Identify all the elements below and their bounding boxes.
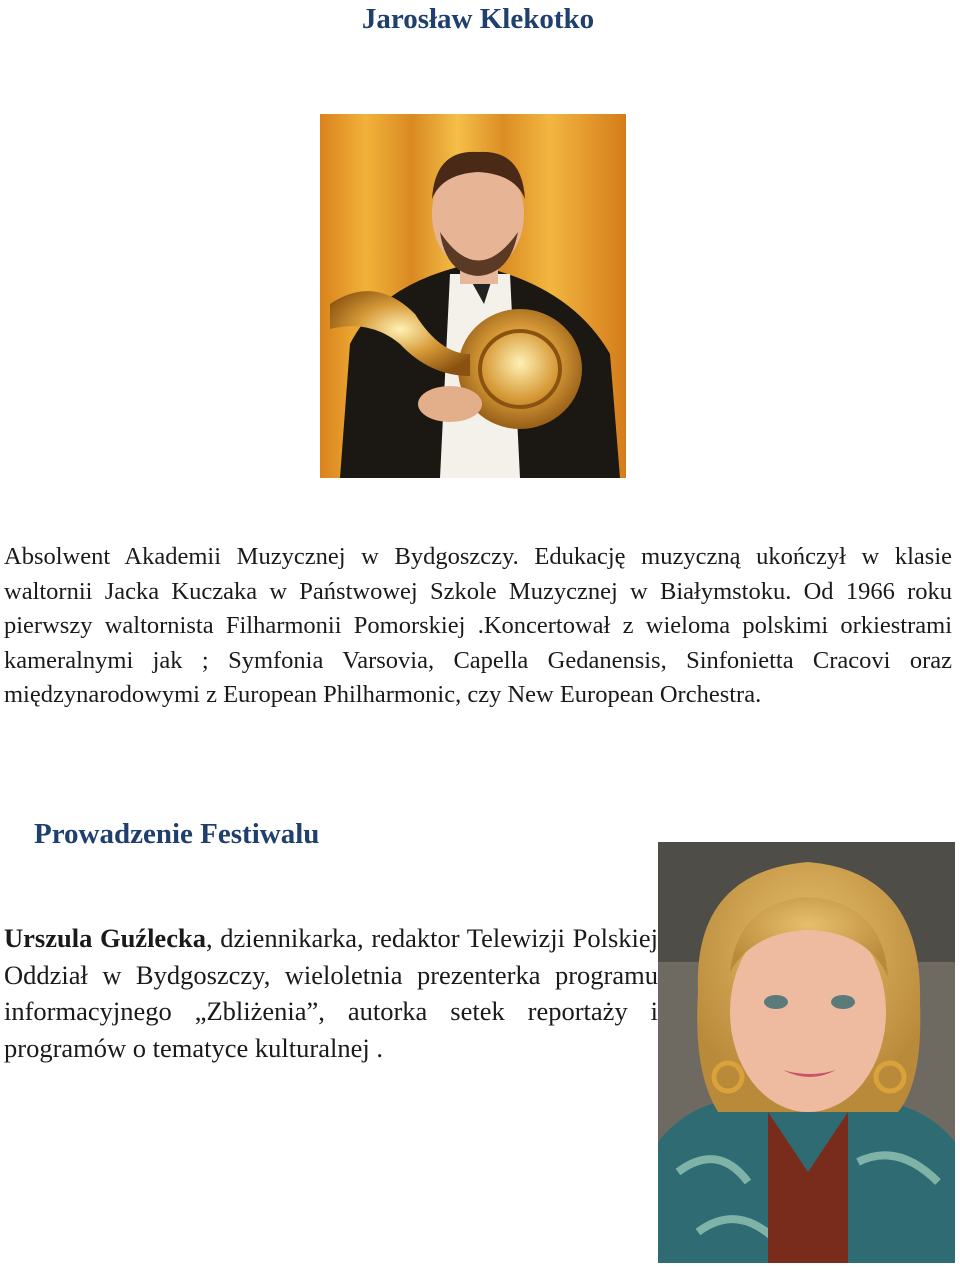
musician-photo [320,114,626,478]
host-bio [4,920,658,1066]
host-photo [658,842,955,1263]
festival-host-heading: Prowadzenie Festiwalu [34,818,320,850]
host-name: Urszula Guźlecka [4,923,206,953]
musician-bio: Absolwent Akademii Muzycznej w Bydgoszczy. Edukację muzyczną ukończył w klasie waltornii Jacka Kuczaka w Państwowej Szkole Muzycznej w Białymstoku. Od 1966 roku pierwszy waltornista Filharmonii Pomorskiej .Koncertował z wieloma polskimi orkiestrami kameralnymi jak ; Symfonia Varsovia, Capella Gedanensis, Sinfonietta Cracovi oraz międzynarodowymi z European Philharmonic, czy New European Orchestra. [4,543,952,709]
host-bio-text: , dziennikarka, redaktor Telewizji Polskiej Oddział w Bydgoszczy, wieloletnia prezenterka programu informacyjnego „Zbliżenia”, autorka setek reportaży i programów o tematyce kulturalnej . [4,923,659,1063]
musician-name-heading: Jarosław Klekotko [361,3,595,35]
